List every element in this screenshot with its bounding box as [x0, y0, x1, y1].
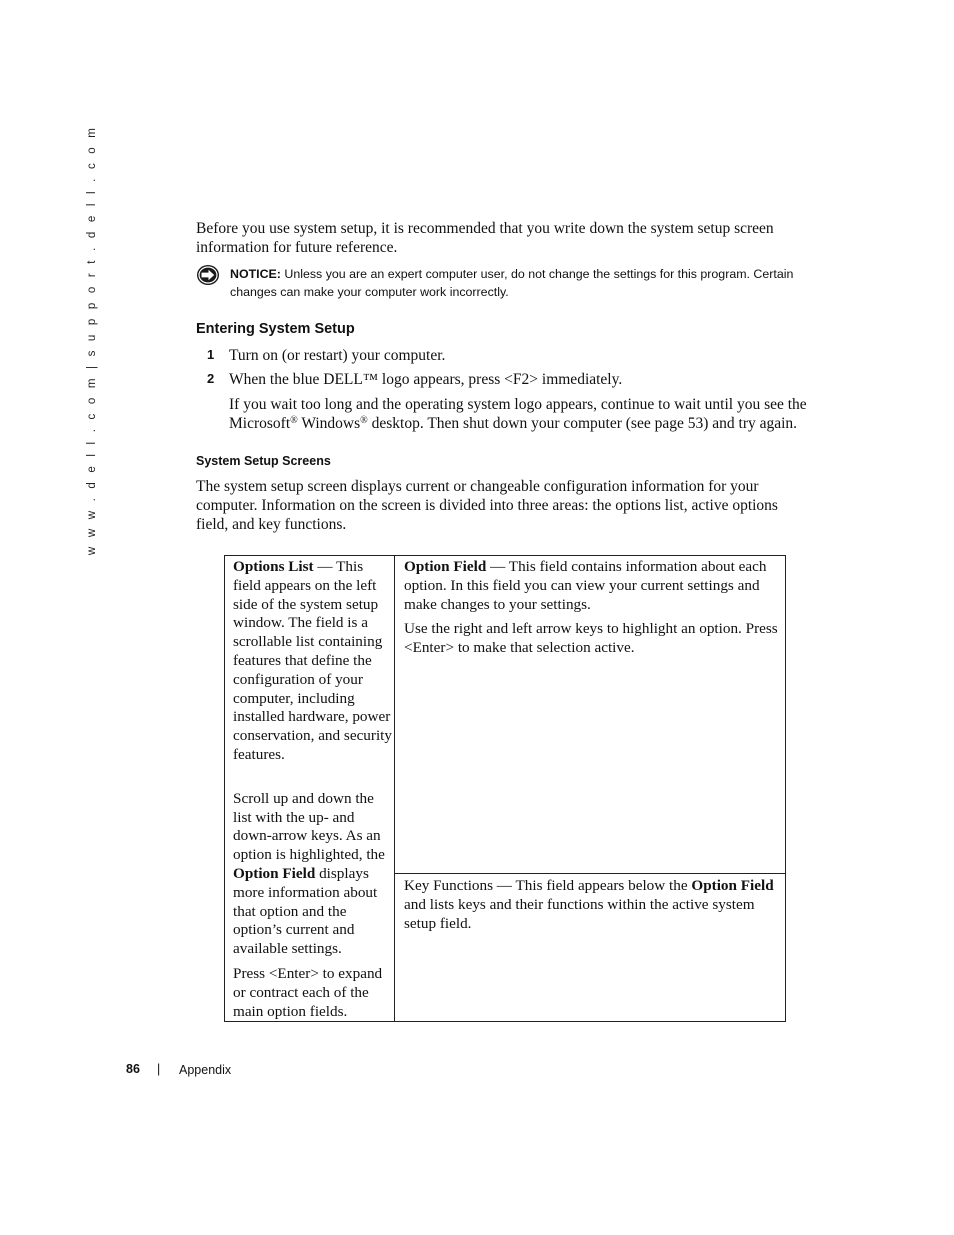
- registered-mark: ®: [360, 415, 368, 426]
- key-functions-before: Key Functions — This field appears below the: [404, 877, 692, 894]
- notice-box: [196, 264, 816, 304]
- sidebar-url-text: w w w . d e l l . c o m | s u p p o r t . d e l l . c o m: [86, 124, 98, 556]
- screens-paragraph: The system setup screen displays current or changeable configuration information for your computer. Information on the screen is divided into three areas: the options list, active options field, and key functions.: [196, 478, 778, 533]
- page-footer: [126, 1061, 426, 1081]
- options-list-term: Options List: [233, 558, 314, 575]
- notice-label: NOTICE:: [230, 267, 281, 281]
- step-item: [196, 370, 826, 390]
- option-field-text: — This field contains information about each option. In this field you can view your current settings and make changes to your settings.: [404, 558, 767, 613]
- notice-body: Unless you are an expert computer user, do not change the settings for this program. Certain changes can make your computer work incorrectly.: [230, 267, 794, 299]
- section-name: Appendix: [179, 1063, 232, 1077]
- option-field-p2: Use the right and left arrow keys to highlight an option. Press <Enter> to make that selection active.: [404, 620, 778, 657]
- key-functions-cell: [395, 874, 785, 1021]
- notice-icon: [196, 264, 220, 286]
- registered-mark: ®: [290, 415, 298, 426]
- option-field-term: Option Field: [404, 558, 487, 575]
- options-list-p3: Press <Enter> to expand or contract each of the main option fields.: [233, 964, 383, 1020]
- options-list-text: — This field appears on the left side of the system setup window. The field is a scrollable list containing features that define the configuration of your computer, including installed hardware, power conservation, and security features.: [233, 558, 392, 763]
- step-number: 1: [207, 347, 215, 362]
- step-detail-paragraph: [229, 395, 829, 433]
- notice-text: [230, 266, 820, 301]
- heading-entering-system-setup: Entering System Setup: [196, 321, 355, 337]
- options-list-p2-after: displays more information about that option and the option’s current and available settings.: [233, 864, 378, 958]
- key-functions-text: [404, 877, 779, 933]
- key-functions-after: and lists keys and their functions within the active system setup field.: [404, 895, 755, 932]
- setup-screen-table: [224, 555, 786, 1022]
- heading-system-setup-screens: System Setup Screens: [196, 454, 331, 468]
- step-item: [196, 346, 826, 366]
- step-number: 2: [207, 371, 215, 386]
- options-list-p2-before: Scroll up and down the list with the up- and down-arrow keys. As an option is highlighted, the: [233, 789, 385, 864]
- options-list-cell: [225, 556, 395, 1021]
- option-field-term: Option Field: [691, 877, 774, 894]
- detail-part-2: Windows: [297, 415, 361, 432]
- option-field-term: Option Field: [233, 864, 316, 882]
- step-text: Turn on (or restart) your computer.: [229, 347, 446, 364]
- detail-part-1: If you wait too long and the operating system logo appears, continue to wait until you see the Microsoft: [229, 396, 807, 432]
- page-number: 86: [126, 1062, 140, 1076]
- detail-part-3: desktop. Then shut down your computer (see page 53) and try again.: [367, 415, 798, 432]
- option-field-p1: [404, 558, 779, 614]
- footer-separator: |: [157, 1062, 161, 1076]
- step-text: When the blue DELL™ logo appears, press <F2> immediately.: [229, 371, 623, 388]
- options-list-p1: [233, 558, 392, 765]
- sidebar-url: [84, 124, 100, 556]
- option-field-cell: [395, 556, 785, 874]
- options-list-p2: [233, 790, 392, 959]
- intro-paragraph: Before you use system setup, it is recommended that you write down the system setup screen information for future reference.: [196, 220, 774, 256]
